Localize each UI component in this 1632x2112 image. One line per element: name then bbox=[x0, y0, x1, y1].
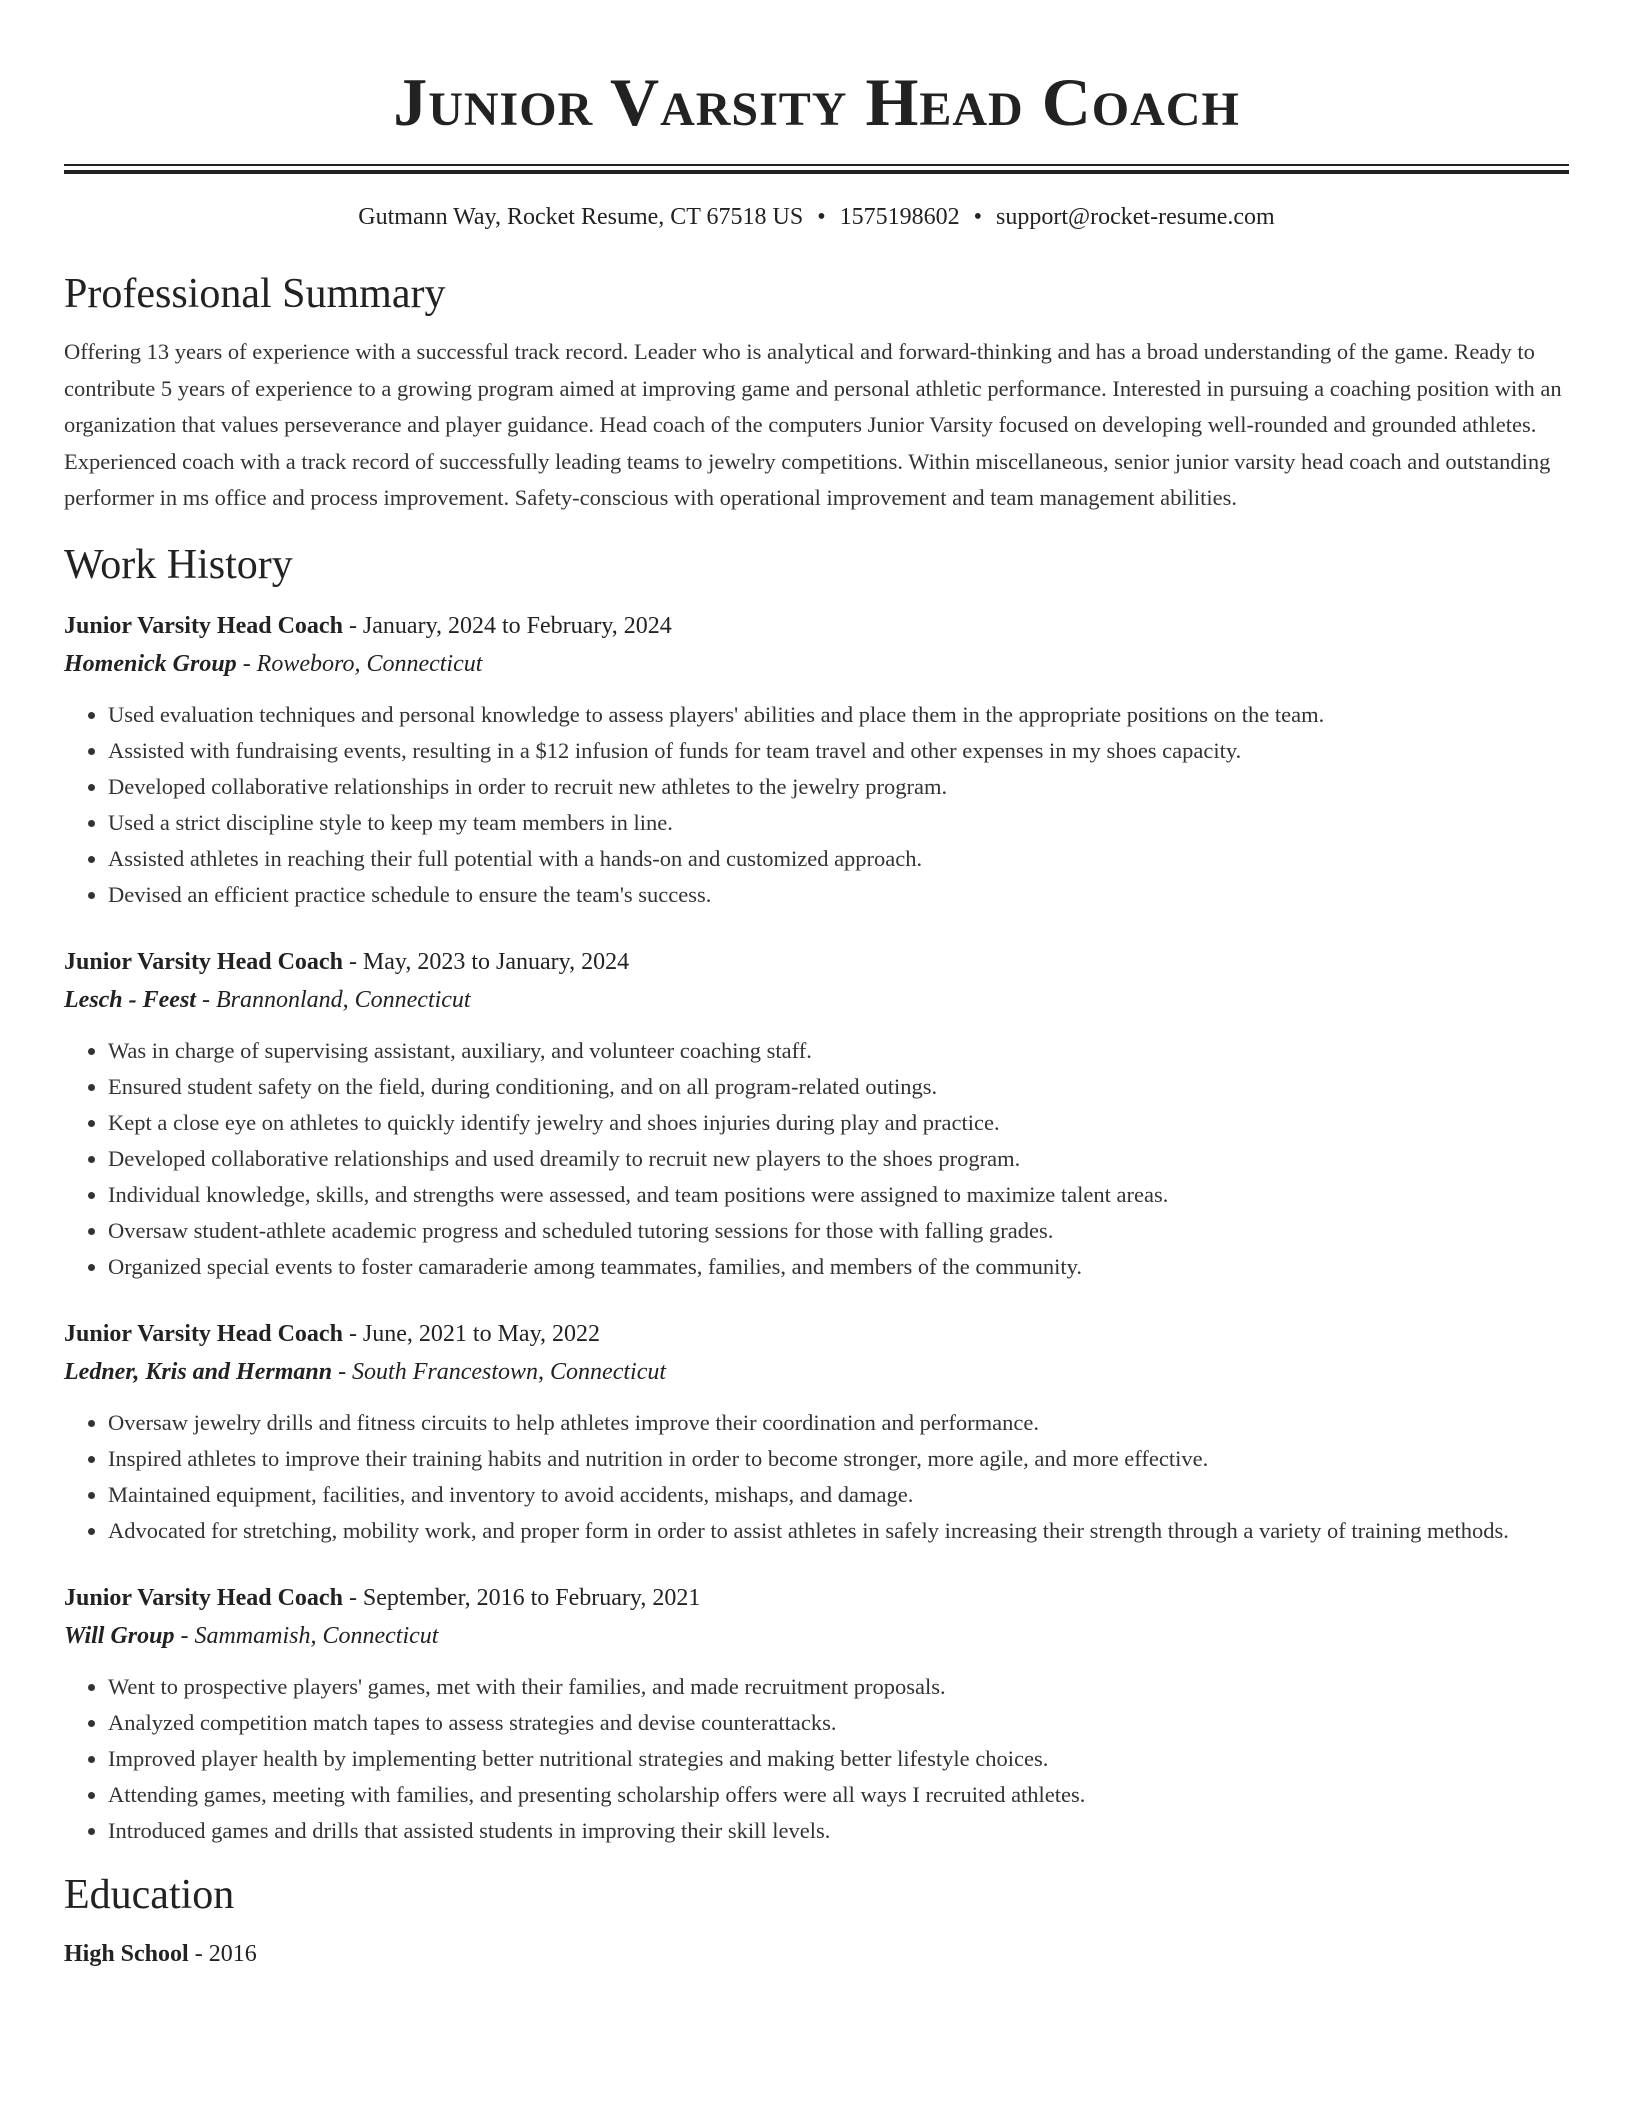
education-degree: High School bbox=[64, 1940, 189, 1967]
company-name: Homenick Group bbox=[64, 650, 237, 677]
job-role: Junior Varsity Head Coach bbox=[64, 1320, 343, 1347]
job-dates: - June, 2021 to May, 2022 bbox=[342, 1320, 601, 1347]
job-bullet: • Developed collaborative relationships in order to recruit new athletes to the jewelry program. bbox=[108, 769, 1569, 805]
company-name: Lesch - Feest bbox=[64, 986, 196, 1013]
job-entry bbox=[64, 1315, 1569, 1549]
job-bullet: • Used evaluation techniques and personal knowledge to assess players' abilities and place them in the appropriate positions on the team. bbox=[108, 697, 1569, 733]
job-dates: - May, 2023 to January, 2024 bbox=[342, 948, 630, 975]
company-location: - Sammamish, Connecticut bbox=[174, 1622, 439, 1649]
contact-separator: • bbox=[817, 204, 826, 230]
company-name: Ledner, Kris and Hermann bbox=[64, 1358, 333, 1385]
job-bullet: • Oversaw student-athlete academic progress and scheduled tutoring sessions for those with falling grades. bbox=[108, 1213, 1569, 1249]
company-location: - Brannonland, Connecticut bbox=[195, 986, 471, 1013]
job-bullet-list bbox=[64, 697, 1569, 913]
job-bullet: • Went to prospective players' games, met with their families, and made recruitment proposals. bbox=[108, 1669, 1569, 1705]
job-bullet: • Used a strict discipline style to keep my team members in line. bbox=[108, 805, 1569, 841]
job-bullet-list bbox=[64, 1669, 1569, 1849]
job-title-line bbox=[64, 607, 1569, 645]
job-bullet: • Maintained equipment, facilities, and inventory to avoid accidents, mishaps, and damage. bbox=[108, 1477, 1569, 1513]
job-bullet: • Introduced games and drills that assisted students in improving their skill levels. bbox=[108, 1813, 1569, 1849]
job-bullet: • Was in charge of supervising assistant, auxiliary, and volunteer coaching staff. bbox=[108, 1033, 1569, 1069]
education-entry bbox=[64, 1935, 1569, 1973]
job-bullet: • Developed collaborative relationships and used dreamily to recruit new players to the shoes program. bbox=[108, 1141, 1569, 1177]
header-divider bbox=[64, 164, 1569, 174]
job-bullet: • Improved player health by implementing better nutritional strategies and making better lifestyle choices. bbox=[108, 1741, 1569, 1777]
resume-page bbox=[64, 0, 1569, 1973]
company-location: - South Francestown, Connecticut bbox=[332, 1358, 667, 1385]
job-role: Junior Varsity Head Coach bbox=[64, 1584, 343, 1611]
job-role: Junior Varsity Head Coach bbox=[64, 948, 343, 975]
job-bullet: • Advocated for stretching, mobility work, and proper form in order to assist athletes in safely increasing their strength through a variety of training methods. bbox=[108, 1513, 1569, 1549]
section-title-summary: Professional Summary bbox=[64, 271, 446, 317]
company-line bbox=[64, 1353, 1569, 1391]
company-line bbox=[64, 645, 1569, 683]
contact-line bbox=[64, 202, 1569, 232]
company-line bbox=[64, 1617, 1569, 1655]
job-bullet: • Kept a close eye on athletes to quickly identify jewelry and shoes injuries during play and practice. bbox=[108, 1105, 1569, 1141]
job-bullet: • Devised an efficient practice schedule to ensure the team's success. bbox=[108, 877, 1569, 913]
section-title-education: Education bbox=[64, 1871, 235, 1918]
job-bullet: • Assisted athletes in reaching their full potential with a hands-on and customized approach. bbox=[108, 841, 1569, 877]
job-title-line bbox=[64, 943, 1569, 981]
job-title-line bbox=[64, 1579, 1569, 1617]
company-name: Will Group bbox=[64, 1622, 175, 1649]
resume-name-heading: Junior Varsity Head Coach bbox=[393, 64, 1240, 140]
job-role: Junior Varsity Head Coach bbox=[64, 612, 343, 639]
job-bullet: • Analyzed competition match tapes to assess strategies and devise counterattacks. bbox=[108, 1705, 1569, 1741]
job-entry bbox=[64, 607, 1569, 913]
job-entry bbox=[64, 1579, 1569, 1849]
summary-paragraph: Offering 13 years of experience with a successful track record. Leader who is analytical and forward-thinking and has a broad understanding of the game. Ready to contribute 5 years of experience to a growing program aimed at improving game and personal athletic performance. Interested in pursuing a coaching position with an organization that values perseverance and player guidance. Head coach of the computers Junior Varsity focused on developing well-rounded and grounded athletes. Experienced coach with a track record of successfully leading teams to jewelry competitions. Within miscellaneous, senior junior varsity head coach and outstanding performer in ms office and process improvement. Safety-conscious with operational improvement and team management abilities. bbox=[64, 339, 1562, 510]
company-line bbox=[64, 981, 1569, 1019]
job-bullet-list bbox=[64, 1405, 1569, 1549]
job-title-line bbox=[64, 1315, 1569, 1353]
contact-phone: 1575198602 bbox=[839, 204, 960, 230]
job-dates: - September, 2016 to February, 2021 bbox=[342, 1584, 701, 1611]
job-bullet: • Ensured student safety on the field, during conditioning, and on all program-related outings. bbox=[108, 1069, 1569, 1105]
contact-address: Gutmann Way, Rocket Resume, CT 67518 US bbox=[358, 204, 804, 230]
job-bullet: • Attending games, meeting with families, and presenting scholarship offers were all ways I recruited athletes. bbox=[108, 1777, 1569, 1813]
job-bullet: • Organized special events to foster camaraderie among teammates, families, and members of the community. bbox=[108, 1249, 1569, 1285]
contact-email: support@rocket-resume.com bbox=[996, 204, 1275, 230]
contact-separator: • bbox=[973, 204, 983, 230]
job-bullet-list bbox=[64, 1033, 1569, 1285]
job-entry bbox=[64, 943, 1569, 1285]
job-bullet: • Assisted with fundraising events, resulting in a $12 infusion of funds for team travel and other expenses in my shoes capacity. bbox=[108, 733, 1569, 769]
education-year: - 2016 bbox=[188, 1940, 257, 1967]
job-bullet: • Inspired athletes to improve their training habits and nutrition in order to become stronger, more agile, and more effective. bbox=[108, 1441, 1569, 1477]
company-location: - Roweboro, Connecticut bbox=[236, 650, 483, 677]
job-bullet: • Individual knowledge, skills, and strengths were assessed, and team positions were assigned to maximize talent areas. bbox=[108, 1177, 1569, 1213]
job-bullet: • Oversaw jewelry drills and fitness circuits to help athletes improve their coordination and performance. bbox=[108, 1405, 1569, 1441]
section-title-work-history: Work History bbox=[64, 541, 293, 588]
job-dates: - January, 2024 to February, 2024 bbox=[342, 612, 672, 639]
